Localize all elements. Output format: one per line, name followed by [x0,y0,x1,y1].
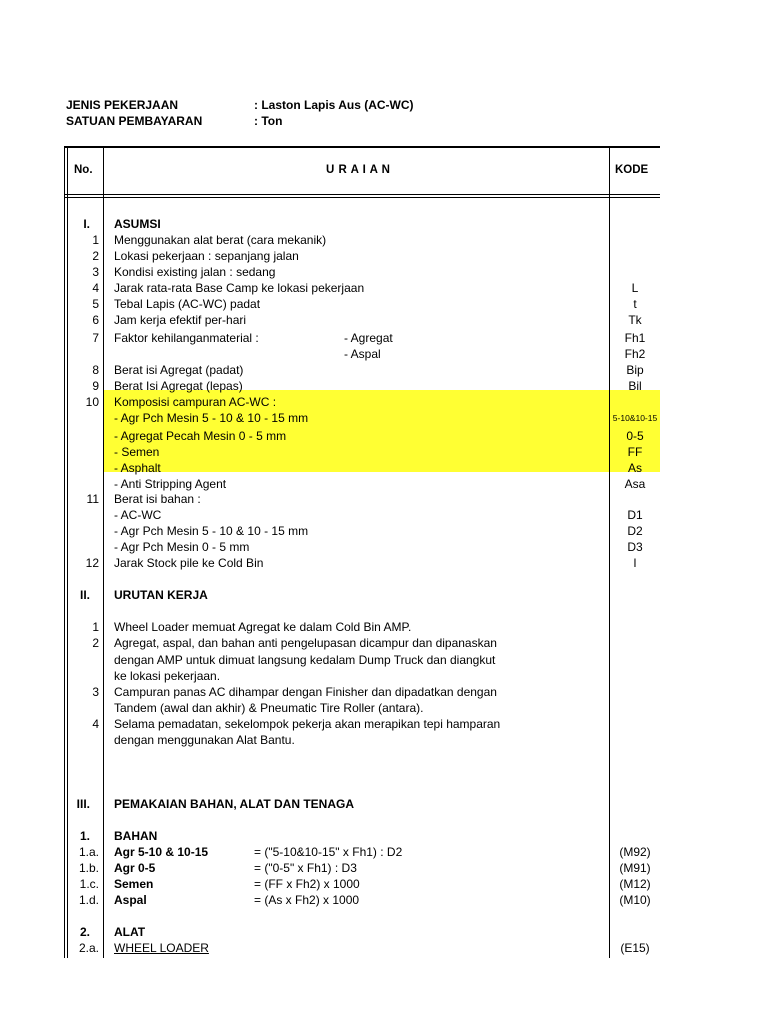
row-number: 7 [92,331,99,345]
row-description: Kondisi existing jalan : sedang [114,265,276,279]
row-description: Berat isi bahan : [114,492,201,506]
row-description: Selama pemadatan, sekelompok pekerja akan merapikan tepi hamparan [114,717,501,731]
row-number: 1.b. [78,861,99,875]
row-code: As [627,461,642,475]
row-description: - Agregat Pecah Mesin 0 - 5 mm [114,429,287,443]
row-number: 9 [92,379,99,393]
header-bottom-border-2 [64,197,660,198]
row-number: 4 [92,717,99,731]
row-number: 2.a. [78,941,99,955]
row-description: - Semen [114,445,160,459]
row-code: t [633,297,637,311]
row-number: 1.c. [79,877,99,891]
table-row [64,476,660,492]
table-row [64,860,660,876]
table-row [64,668,660,684]
table-row [64,410,660,426]
row-description: WHEEL LOADER [114,941,209,955]
table-row [64,732,660,748]
satuan-value: : Ton [254,114,283,128]
row-description: Wheel Loader memuat Agregat ke dalam Cold Bin AMP. [114,620,412,634]
analysis-table [64,146,660,958]
row-number: 1.a. [78,845,99,859]
row-code: (M91) [619,861,651,875]
row-number: 6 [92,313,99,327]
table-row [64,362,660,378]
table-row [64,523,660,539]
table-row [64,507,660,523]
table-row [64,330,660,346]
row-code: (M10) [619,893,651,907]
row-code: Fh2 [624,347,646,361]
row-description: Lokasi pekerjaan : sepanjang jalan [114,249,299,263]
row-code: Bip [626,363,644,377]
row-number: I. [83,217,90,231]
table-row [64,248,660,264]
table-row [64,940,660,956]
table-row [64,844,660,860]
table-row [64,652,660,668]
row-code: 0-5 [626,429,644,443]
row-description: - Agr Pch Mesin 0 - 5 mm [114,540,250,554]
row-code: (M12) [619,877,651,891]
table-row [64,232,660,248]
row-number: 3 [92,685,99,699]
table-row [64,460,660,476]
row-number: 1 [92,233,99,247]
table-row [64,539,660,555]
col-header-kode: KODE [615,164,649,176]
jenis-label: JENIS PEKERJAAN [66,98,179,112]
row-description: - Anti Stripping Agent [114,477,227,491]
row-number: 12 [85,556,99,570]
row-description: Berat Isi Agregat (lepas) [114,379,243,393]
row-description: ke lokasi pekerjaan. [114,669,221,683]
table-row [64,892,660,908]
row-code: Asa [624,477,646,491]
table-row [64,394,660,410]
row-number: 8 [92,363,99,377]
row-description: ASUMSI [114,217,161,231]
row-description: Campuran panas AC dihampar dengan Finisher dan dipadatkan dengan [114,685,497,699]
table-row [64,700,660,716]
row-code: (M92) [619,845,651,859]
row-description: ALAT [114,925,146,939]
row-number: 2. [79,925,90,939]
row-number: 2 [92,249,99,263]
satuan-label: SATUAN PEMBAYARAN [66,114,203,128]
row-number: 3 [92,265,99,279]
row-description: dengan AMP untuk dimuat langsung kedalam Dump Truck dan diangkut [114,653,496,667]
row-description: Jarak rata-rata Base Camp ke lokasi pekerjaan [114,281,365,295]
table-row [64,296,660,312]
row-description: dengan menggunakan Alat Bantu. [114,733,295,747]
row-code: Fh1 [624,331,646,345]
row-description: Semen [114,877,154,891]
row-subitem: - Agregat [344,331,393,345]
row-formula: = ("5-10&10-15" x Fh1) : D2 [254,845,403,859]
row-description: Agr 5-10 & 10-15 [114,845,209,859]
table-row [64,796,660,812]
row-description: Jarak Stock pile ke Cold Bin [114,556,264,570]
row-description: URUTAN KERJA [114,588,208,602]
table-row [64,876,660,892]
row-description: PEMAKAIAN BAHAN, ALAT DAN TENAGA [114,797,354,811]
row-code: 5-10&10-15 [612,413,658,423]
header-bottom-border [64,194,660,195]
row-description: Komposisi campuran AC-WC : [114,395,277,409]
row-code: D2 [627,524,643,538]
row-description: Tebal Lapis (AC-WC) padat [114,297,261,311]
table-row [64,312,660,328]
table-row [64,378,660,394]
table-row [64,635,660,651]
table-top-border [64,146,660,148]
row-number: 1.d. [78,893,99,907]
row-code: Bil [628,379,642,393]
row-description: Tandem (awal dan akhir) & Pneumatic Tire Roller (antara). [114,701,424,715]
row-description: - Agr Pch Mesin 5 - 10 & 10 - 15 mm [114,411,309,425]
row-number: 1. [79,829,90,843]
table-row [64,587,660,603]
table-row [64,924,660,940]
row-description: - Agr Pch Mesin 5 - 10 & 10 - 15 mm [114,524,309,538]
row-description: - AC-WC [114,508,162,522]
table-row [64,555,660,571]
table-row [64,444,660,460]
row-description: Jam kerja efektif per-hari [114,313,247,327]
row-code: l [633,556,637,570]
table-row [64,716,660,732]
row-code: D1 [627,508,643,522]
row-number: 11 [86,492,99,506]
jenis-value: : Laston Lapis Aus (AC-WC) [254,98,414,112]
row-code: D3 [627,540,643,554]
row-subitem: - Aspal [344,347,381,361]
row-formula: = (FF x Fh2) x 1000 [254,877,360,891]
row-formula: = (As x Fh2) x 1000 [254,893,360,907]
row-description: BAHAN [114,829,158,843]
table-row [64,428,660,444]
row-formula: = ("0-5" x Fh1) : D3 [254,861,357,875]
row-description: Menggunakan alat berat (cara mekanik) [114,233,327,247]
table-row [64,216,660,232]
table-row [64,491,660,507]
table-row [64,264,660,280]
row-code: FF [627,445,643,459]
row-number: II. [79,588,90,602]
row-number: 1 [92,620,99,634]
row-number: III. [76,797,90,811]
row-number: 5 [92,297,99,311]
col-header-uraian: U R A I A N [326,164,391,176]
col-header-no: No. [74,164,93,176]
row-code: (E15) [620,941,650,955]
row-description: - Asphalt [114,461,161,475]
table-row [64,346,660,362]
table-row [64,828,660,844]
table-row [64,619,660,635]
row-code: L [631,281,639,295]
header-satuan [66,114,283,129]
table-row [64,684,660,700]
row-description: Agregat, aspal, dan bahan anti pengelupasan dicampur dan dipanaskan [114,636,497,650]
table-row [64,280,660,296]
row-description: Faktor kehilanganmaterial : [114,331,259,345]
row-number: 10 [85,395,99,409]
header-jenis [66,98,414,113]
row-number: 2 [92,636,99,650]
row-description: Berat isi Agregat (padat) [114,363,244,377]
row-number: 4 [92,281,99,295]
row-description: Agr 0-5 [114,861,156,875]
row-description: Aspal [114,893,147,907]
row-code: Tk [628,313,642,327]
